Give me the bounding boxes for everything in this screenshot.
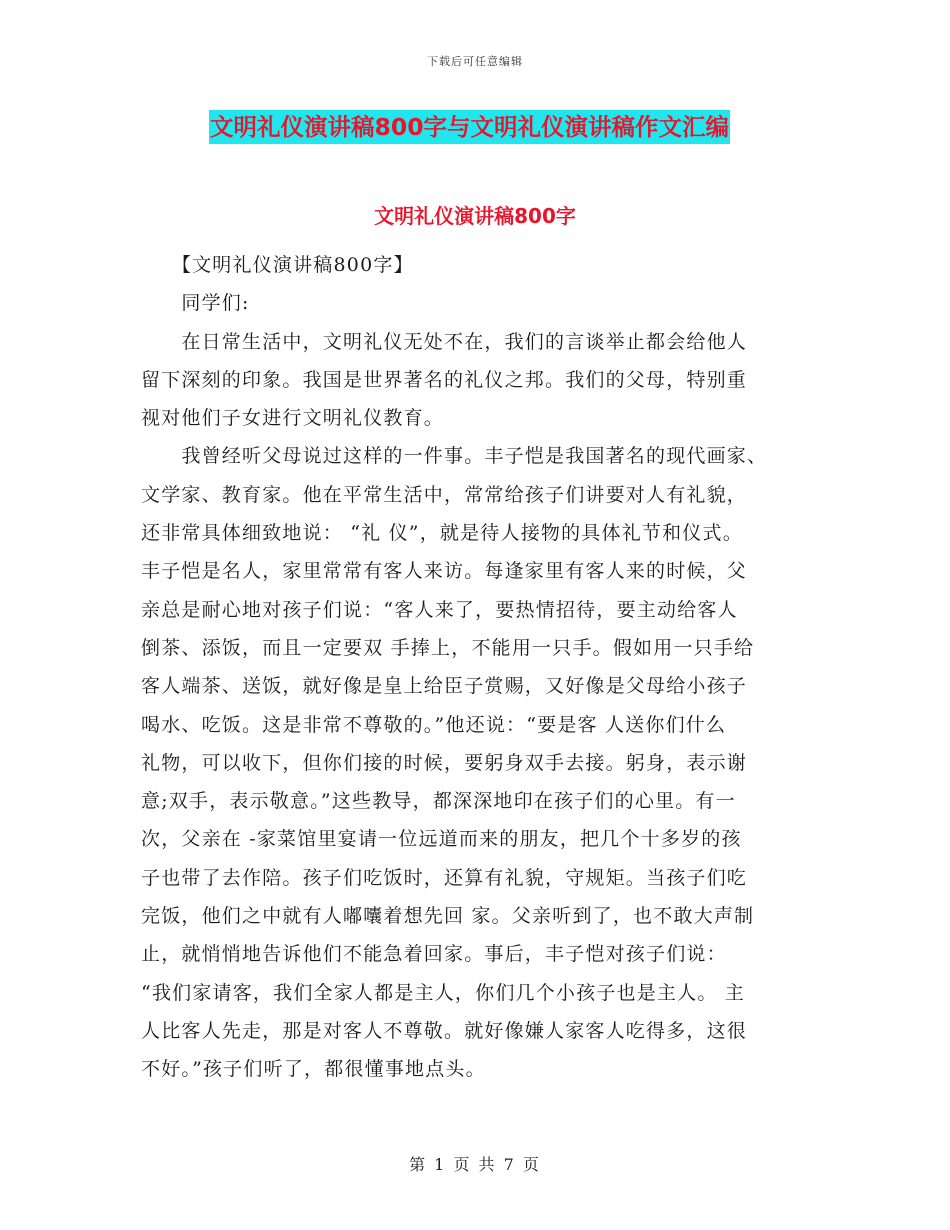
- page-number: 第 1 页 共 7 页: [409, 1155, 541, 1174]
- text-line: “我们家请客，我们全家人都是主人，你们几个小孩子也是主人。 主: [141, 981, 745, 1004]
- text-line: 【文明礼仪演讲稿800字】: [141, 254, 414, 276]
- text-line: 完饭，他们之中就有人嘟囔着想先回 家。父亲听到了，也不敢大声制: [141, 905, 755, 928]
- text-line: 止，就悄悄地告诉他们不能急着回家。事后，丰子恺对孩子们说：: [141, 943, 727, 966]
- text-line: 倒茶、添饭，而且一定要双 手捧上，不能用一只手。假如用一只手给: [141, 636, 755, 659]
- text-line: 我曾经听父母说过这样的一件事。丰子恺是我国著名的现代画家、: [141, 445, 768, 468]
- text-line: 在日常生活中，文明礼仪无处不在，我们的言谈举止都会给他人: [141, 330, 748, 353]
- text-line: 客人端茶、送饭，就好像是皇上给臣子赏赐，又好像是父母给小孩子: [141, 675, 748, 698]
- text-line: 丰子恺是名人，家里常常有客人来访。每逢家里有客人来的时候，父: [141, 560, 748, 583]
- header-note: 下载后可任意编辑: [427, 55, 523, 68]
- text-line: 人比客人先走，那是对客人不尊敬。就好像嫌人家客人吃得多，这很: [141, 1019, 748, 1042]
- text-line: 喝水、吃饭。这是非常不尊敬的。”他还说：“要是客 人送你们什么: [141, 713, 727, 736]
- text-line: 文学家、教育家。他在平常生活中，常常给孩子们讲要对人有礼貌，: [141, 483, 748, 506]
- text-line: 留下深刻的印象。我国是世界著名的礼仪之邦。我们的父母，特别重: [141, 368, 748, 391]
- text-line: 不好。”孩子们听了，都很懂事地点头。: [141, 1058, 486, 1081]
- text-line: 礼物，可以收下，但你们接的时候，要躬身双手去接。躬身，表示谢: [141, 751, 748, 774]
- body-text: [141, 246, 821, 1089]
- section-title: 文明礼仪演讲稿800字: [374, 204, 576, 228]
- document-title: 文明礼仪演讲稿800字与文明礼仪演讲稿作文汇编: [209, 110, 730, 144]
- text-line: 还非常具体细致地说： “礼 仪”，就是待人接物的具体礼节和仪式。: [141, 522, 743, 545]
- text-line: 视对他们子女进行文明礼仪教育。: [141, 407, 445, 430]
- text-line: 亲总是耐心地对孩子们说：“客人来了，要热情招待，要主动给客人: [141, 598, 738, 621]
- text-line: 子也带了去作陪。孩子们吃饭时，还算有礼貌，守规矩。当孩子们吃: [141, 866, 748, 889]
- text-line: 同学们:: [141, 292, 250, 315]
- text-line: 意;双手，表示敬意。”这些教导，都深深地印在孩子们的心里。有一: [141, 790, 736, 813]
- text-line: 次，父亲在 -家菜馆里宴请一位远道而来的朋友，把几个十多岁的孩: [141, 828, 742, 851]
